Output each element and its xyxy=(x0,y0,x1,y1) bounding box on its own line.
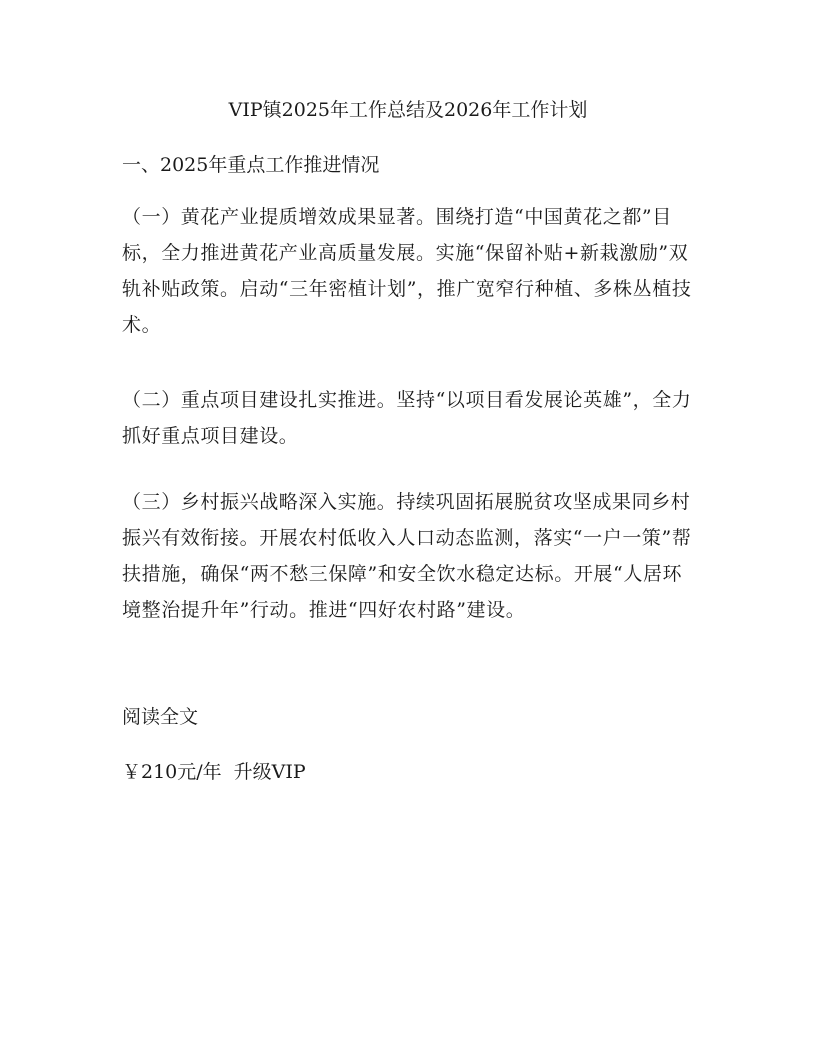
section-heading: 一、2025年重点工作推进情况 xyxy=(122,154,380,176)
paragraph-3: （三）乡村振兴战略深入实施。持续巩固拓展脱贫攻坚成果同乡村振兴有效衔接。开展农村低收入人口动态监测，落实“一户一策”帮扶措施，确保“两不愁三保障”和安全饮水稳定达标。开展“人居环境整治提升年”行动。推进“四好农村路”建设。 xyxy=(122,491,692,621)
vip-offer xyxy=(122,757,306,787)
document-title: VIP镇2025年工作总结及2026年工作计划 xyxy=(228,99,588,121)
paragraph-2: （二）重点项目建设扎实推进。坚持“以项目看发展论英雄”，全力抓好重点项目建设。 xyxy=(122,389,692,447)
vip-price: ￥210元/年 xyxy=(122,761,222,783)
read-full-text-link[interactable]: 阅读全文 xyxy=(122,706,199,728)
upgrade-vip-link[interactable]: 升级VIP xyxy=(233,761,306,783)
paragraph-1: （一）黄花产业提质增效成果显著。围绕打造“中国黄花之都”目标，全力推进黄花产业高质量发展。实施“保留补贴+新栽激励”双轨补贴政策。启动“三年密植计划”，推广宽窄行种植、多株丛植技术。 xyxy=(122,206,692,336)
